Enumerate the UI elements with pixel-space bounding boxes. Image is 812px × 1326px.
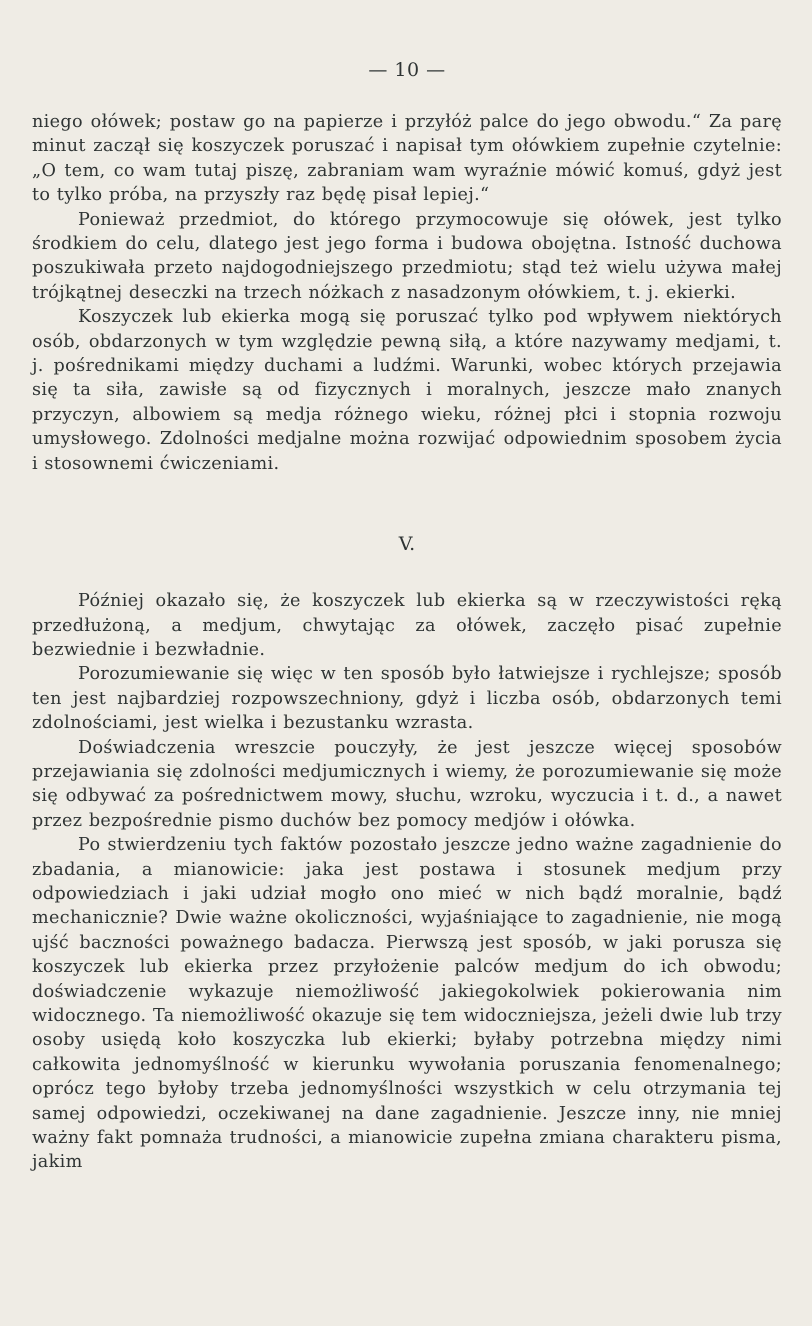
page-number: — 10 — bbox=[368, 59, 446, 81]
paragraph-continuation: niego ołówek; postaw go na papierze i przyłóż palce do jego obwodu.“ Za parę minut zaczął się koszyczek poruszać i napisał tym ołówkiem zupełnie czytelnie: „O tem, co wam tutaj piszę, zabraniam wam wyraźnie mówić komuś, gdyż jest to tylko próba, na przyszły raz będę pisał lepiej.“ bbox=[32, 112, 782, 206]
section-heading: V. bbox=[398, 533, 416, 556]
paragraph: Porozumiewanie się więc w ten sposób było łatwiejsze i rychlejsze; sposób ten jest najbardziej rozpowszechniony, gdyż i liczba osób, obdarzonych temi zdolnościami, jest wielka i bezustanku wzrasta. bbox=[32, 664, 782, 734]
paragraph: Koszyczek lub ekierka mogą się poruszać tylko pod wpływem niektórych osób, obdarzonych w tym względzie pewną siłą, a które nazywamy medjami, t. j. pośrednikami między duchami a ludźmi. Warunki, wobec których przejawia się ta siła, zawisłe są od fizycznych i moralnych, jeszcze mało znanych przyczyn, albowiem są medja różnego wieku, różnej płci i stopnia rozwoju umysłowego. Zdolności medjalne można rozwijać odpowiednim sposobem życia i stosownemi ćwiczeniami. bbox=[32, 307, 782, 474]
paragraph: Doświadczenia wreszcie pouczyły, że jest jeszcze więcej sposobów przejawiania się zdolności medjumicznych i wiemy, że porozumiewanie się może się odbywać za pośrednictwem mowy, słuchu, wzroku, wyczucia i t. d., a nawet przez bezpośrednie pismo duchów bez pomocy medjów i ołówka. bbox=[32, 737, 782, 831]
paragraph: Ponieważ przedmiot, do którego przymocowuje się ołówek, jest tylko środkiem do celu, dlatego jest jego forma i budowa obojętna. Istność duchowa poszukiwała przeto najdogodniejszego przedmiotu; stąd też wielu używa małej trójkątnej deseczki na trzech nóżkach z nasadzonym ołówkiem, t. j. ekierki. bbox=[32, 209, 782, 303]
paragraph: Po stwierdzeniu tych faktów pozostało jeszcze jedno ważne zagadnienie do zbadania, a mianowicie: jaka jest postawa i stosunek medjum przy odpowiedziach i jaki udział mogło ono mieć w nich bądź moralnie, bądź mechanicznie? Dwie ważne okoliczności, wyjaśniające to zagadnienie, nie mogą ujść baczności poważnego badacza. Pierwszą jest sposób, w jaki porusza się koszyczek lub ekierka przez przyłożenie palców medjum do ich obwodu; doświadczenie wykazuje niemożliwość jakiegokolwiek pokierowania nim widocznego. Ta niemożliwość okazuje się tem widoczniejsza, jeżeli dwie lub trzy osoby usiędą koło koszyczka lub ekierki; byłaby potrzebna między nimi całkowita jednomyślność w kierunku wywołania poruszania fenomenalnego; oprócz tego byłoby trzeba jednomyślności wszystkich w celu otrzymania tej samej odpowiedzi, oczekiwanej na dane zagadnienie. Jeszcze inny, nie mniej ważny fakt pomnaża trudności, a mianowicie zupełna zmiana charakteru pisma, jakim bbox=[32, 835, 782, 1173]
paragraph: Później okazało się, że koszyczek lub ekierka są w rzeczywistości ręką przedłużoną, a medjum, chwytając za ołówek, zaczęło pisać zupełnie bezwiednie i bezwładnie. bbox=[32, 591, 782, 660]
